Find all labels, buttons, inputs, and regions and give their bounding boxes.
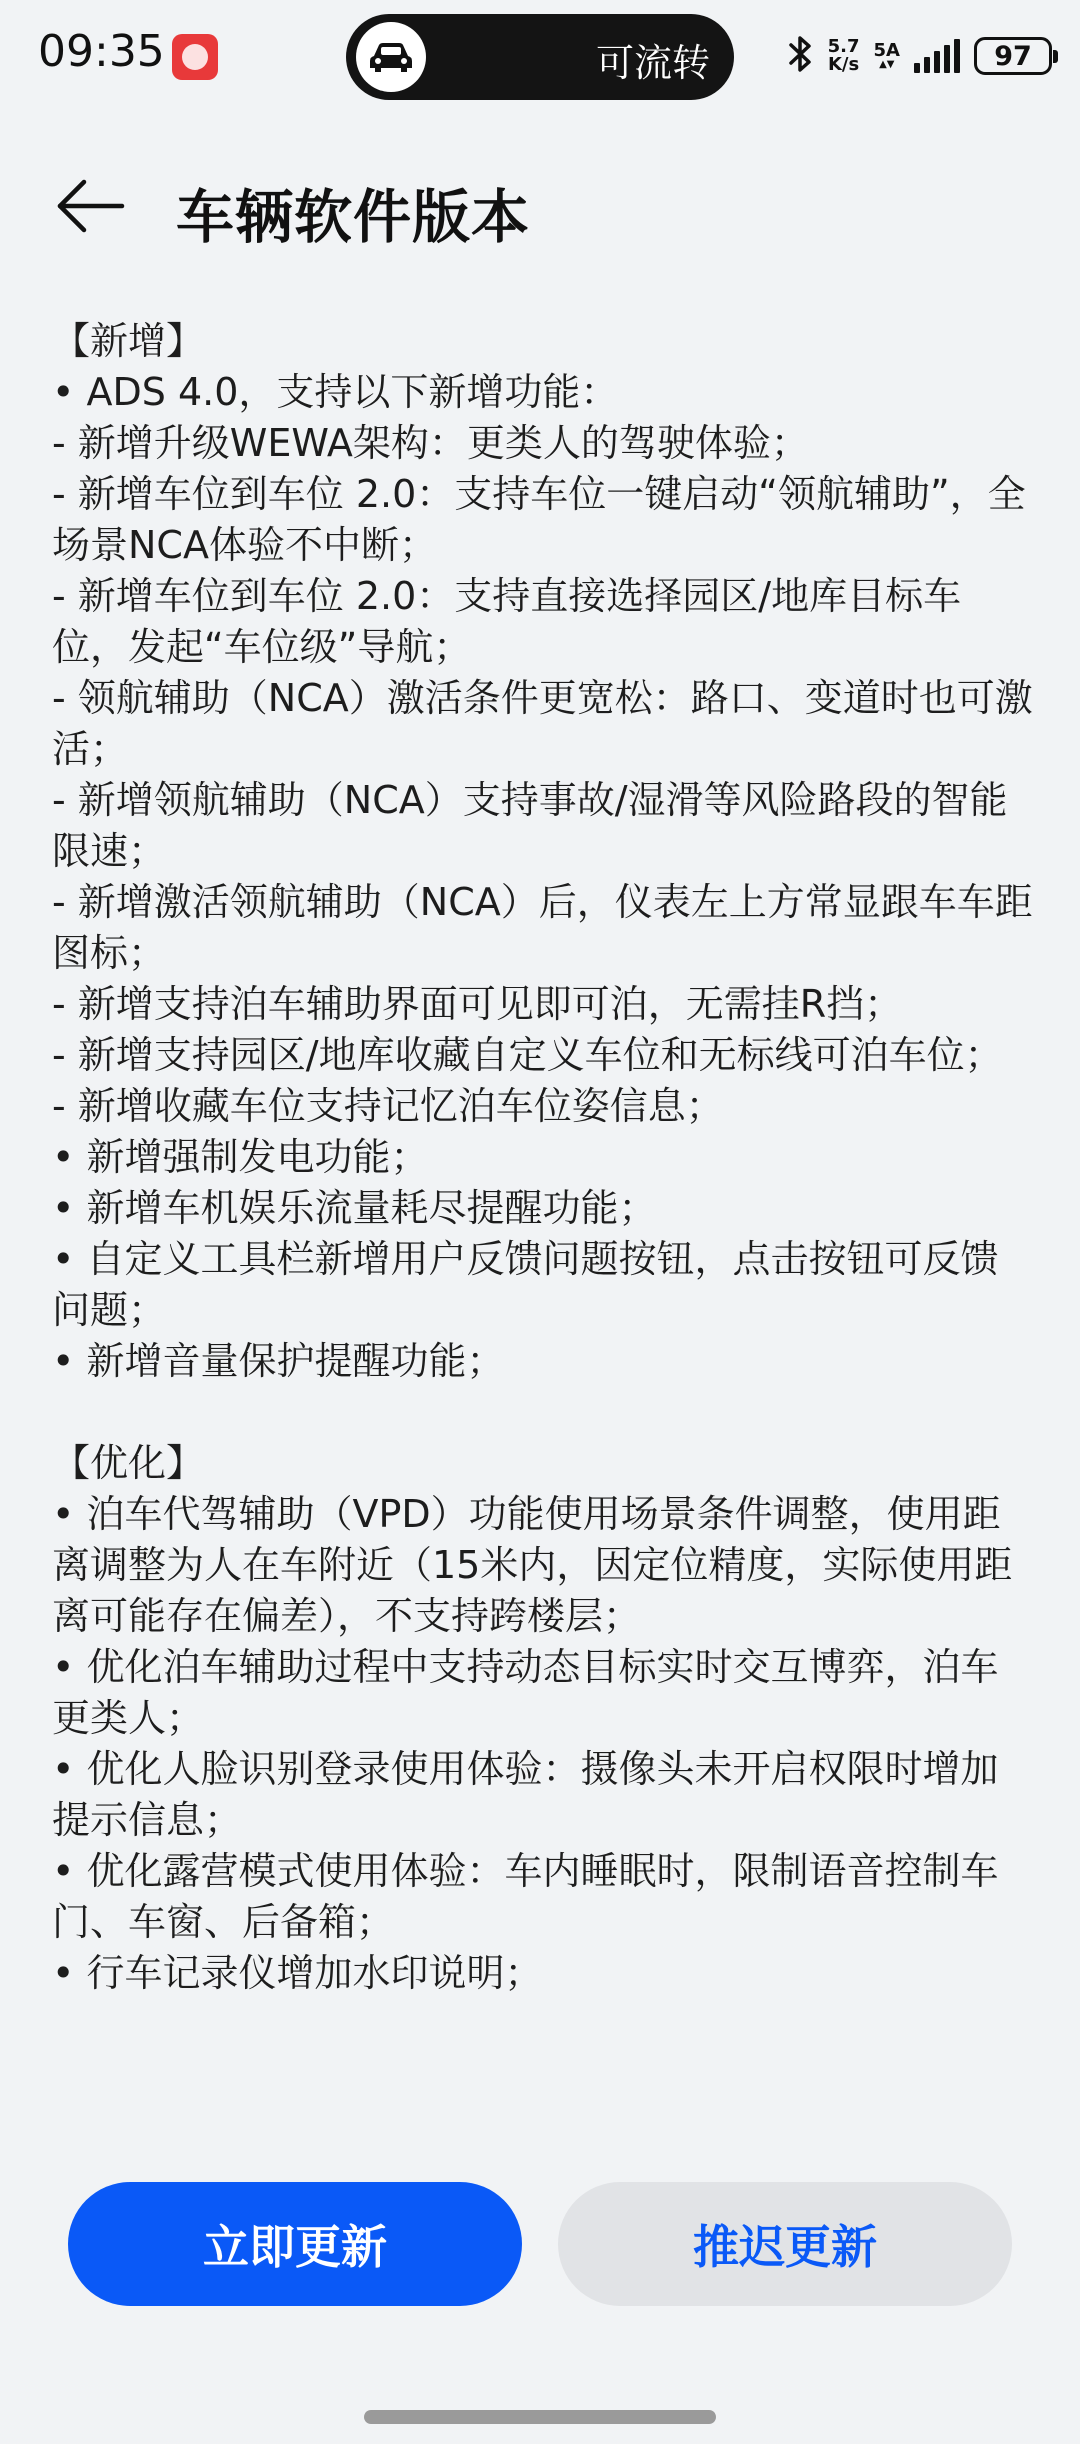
home-indicator[interactable] — [364, 2410, 716, 2424]
notes-line: • 新增强制发电功能； — [52, 1135, 429, 1179]
notes-line: • 优化人脸识别登录使用体验：摄像头未开启权限时增加提示信息； — [52, 1747, 999, 1842]
notes-line: - 新增领航辅助（NCA）支持事故/湿滑等风险路段的智能限速； — [52, 778, 1008, 873]
notification-app-icon — [172, 34, 218, 80]
back-button[interactable] — [54, 176, 128, 236]
status-time: 09:35 — [38, 26, 165, 77]
notes-line: - 新增支持园区/地库收藏自定义车位和无标线可泊车位； — [52, 1033, 1003, 1077]
notes-line: - 新增车位到车位 2.0：支持直接选择园区/地库目标车位，发起“车位级”导航； — [52, 574, 962, 669]
notes-line: • ADS 4.0，支持以下新增功能： — [52, 370, 619, 414]
network-type: 5A ▲▼ — [873, 40, 900, 70]
status-bar — [0, 0, 1080, 112]
battery-indicator: 97 — [974, 37, 1052, 75]
bluetooth-icon — [788, 35, 814, 77]
page-title: 车辆软件版本 — [176, 183, 531, 251]
section-gap — [52, 1387, 1036, 1438]
release-notes-scroll[interactable] — [52, 316, 1036, 2126]
notes-line: • 优化露营模式使用体验：车内睡眠时，限制语音控制车门、车窗、后备箱； — [52, 1849, 999, 1944]
dynamic-island[interactable] — [346, 14, 734, 100]
notes-line: - 新增支持泊车辅助界面可见即可泊，无需挂R挡； — [52, 982, 903, 1026]
notes-line: - 新增收藏车位支持记忆泊车位姿信息； — [52, 1084, 724, 1128]
network-speed: 5.7 K/s — [827, 36, 860, 75]
notes-line: 【优化】 — [52, 1441, 205, 1485]
status-indicators — [788, 30, 1052, 82]
notes-line: • 泊车代驾辅助（VPD）功能使用场景条件调整，使用距离调整为人在车附近（15米内，因定位精度，实际使用距离可能存在偏差），不支持跨楼层； — [52, 1492, 1013, 1638]
island-label: 可流转 — [595, 41, 710, 85]
scroll-fade — [0, 2090, 1080, 2130]
notes-line: • 行车记录仪增加水印说明； — [52, 1951, 543, 1995]
notes-line: - 领航辅助（NCA）激活条件更宽松：路口、变道时也可激活； — [52, 676, 1033, 771]
notes-line: • 新增音量保护提醒功能； — [52, 1339, 505, 1383]
arrow-left-icon — [54, 176, 128, 236]
notes-line: - 新增车位到车位 2.0：支持车位一键启动“领航辅助”，全场景NCA体验不中断； — [52, 472, 1026, 567]
signal-strength-icon — [914, 39, 960, 73]
notes-line: - 新增激活领航辅助（NCA）后，仪表左上方常显跟车车距图标； — [52, 880, 1033, 975]
notes-line: • 新增车机娱乐流量耗尽提醒功能； — [52, 1186, 657, 1230]
update-now-button[interactable]: 立即更新 — [68, 2182, 522, 2306]
notes-line: - 新增升级WEWA架构：更类人的驾驶体验； — [52, 421, 809, 465]
postpone-update-button[interactable]: 推迟更新 — [558, 2182, 1012, 2306]
notes-line: • 优化泊车辅助过程中支持动态目标实时交互博弈，泊车更类人； — [52, 1645, 999, 1740]
notes-line: • 自定义工具栏新增用户反馈问题按钮，点击按钮可反馈问题； — [52, 1237, 999, 1332]
notes-line: 【新增】 — [52, 319, 205, 363]
car-icon — [356, 22, 426, 92]
